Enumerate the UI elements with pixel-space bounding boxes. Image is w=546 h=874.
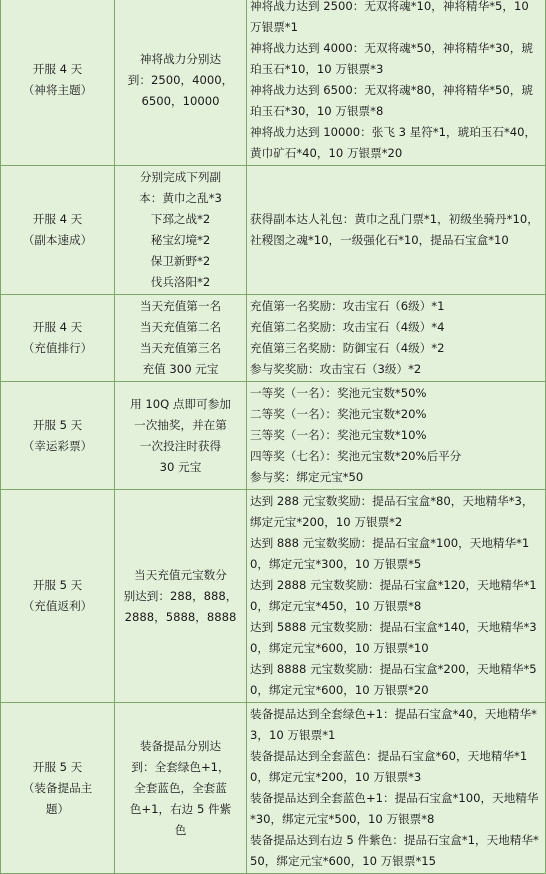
reward-line: 达到 8888 元宝数奖励：提品石宝盒*200，天地精华*50，绑定元宝*600，10 万银票*20 [250,662,537,697]
rewards-cell [247,295,546,382]
event-name-line: 开服 5 天 [32,759,83,774]
condition-cell [115,166,247,295]
reward-line: 充值第三名奖励：防御宝石（4级）*2 [250,341,445,355]
condition-line: 本：黄巾之乱*3 [139,191,222,205]
reward-line: 达到 2888 元宝数奖励：提品石宝盒*120，天地精华*10，绑定元宝*450，10 万银票*8 [250,578,537,613]
table-row [1,382,546,490]
reward-line: 装备提品达到右边 5 件紫色：提品石宝盒*1，天地精华*50，绑定元宝*600，10 万银票*15 [250,833,539,868]
event-name-line: （装备提品主 [22,780,93,795]
condition-line: 下邳之战*2 [150,212,211,226]
condition-line: 分别完成下列副 [139,170,222,184]
reward-line: 装备提品达到全套蓝色+1：提品石宝盒*100，天地精华*30，绑定元宝*500，10 万银票*8 [250,791,539,826]
table-row [1,166,546,295]
condition-line: 2888，5888，8888 [124,609,237,624]
event-name-line: （幸运彩票） [22,438,93,453]
reward-line: 达到 888 元宝数奖励：提品石宝盒*100，天地精华*10，绑定元宝*300，10 万银票*5 [250,536,530,571]
reward-line: 神将战力达到 4000：无双将魂*50，神将精华*30，琥珀玉石*10，10 万银票*3 [250,41,533,76]
condition-line: 伐兵洛阳*2 [150,275,211,289]
condition-line: 6500，10000 [141,93,220,108]
condition-line: 当天充值第三名 [139,341,222,355]
event-name-line: 开服 4 天 [32,320,83,334]
reward-line: 神将战力达到 6500：无双将魂*80，神将精华*50，琥珀玉石*30，10 万银票*8 [250,83,533,118]
reward-line: 达到 288 元宝数奖励：提品石宝盒*80，天地精华*3，绑定元宝*200，10 万银票*2 [250,494,534,529]
table-row [1,490,546,703]
reward-line: 充值第一名奖励：攻击宝石（6级）*1 [250,299,445,313]
condition-cell [115,382,247,490]
condition-cell [115,295,247,382]
event-name-line: 开服 4 天 [32,62,83,76]
condition-line: 一次投注时获得 [139,438,222,453]
event-name-cell [1,166,115,295]
condition-cell [115,0,247,166]
event-name-line: 开服 5 天 [32,578,83,592]
event-name-line: （充值排行） [22,341,93,355]
reward-line: 装备提品达到全套蓝色：提品石宝盒*60，天地精华*10，绑定元宝*200，10 万银票*3 [250,749,528,784]
event-name-cell [1,490,115,703]
rewards-cell [247,490,546,703]
reward-line: 神将战力达到 10000：张飞 3 星符*1，琥珀玉石*40，黄巾矿石*40，10 万银票*20 [250,125,537,160]
event-name-line: 开服 4 天 [32,212,83,226]
event-name-cell [1,0,115,166]
reward-line: 二等奖（一名）：奖池元宝数*20% [250,407,427,421]
event-name-cell [1,703,115,874]
event-name-cell [1,382,115,490]
table-row [1,703,546,874]
reward-line: 四等奖（七名）：奖池元宝数*20%后平分 [250,449,462,463]
reward-line: 参与奖奖励：攻击宝石（3级）*2 [250,362,422,376]
reward-line: 达到 5888 元宝数奖励：提品石宝盒*140，天地精华*30，绑定元宝*600，10 万银票*10 [250,620,537,655]
reward-line: 一等奖（一名）：奖池元宝数*50% [250,386,427,400]
event-name-line: （充值返利） [22,599,93,613]
reward-line: 获得副本达人礼包：黄巾之乱门票*1，初级坐骑丹*10，社稷图之魂*10，一级强化石*10，提品石宝盒*10 [250,212,539,247]
event-name-line: 题） [45,801,70,816]
reward-line: 充值第二名奖励：攻击宝石（4级）*4 [250,320,445,334]
condition-line: 装备提品分别达 [139,738,222,753]
condition-line: 当天充值第二名 [139,320,222,334]
event-name-line: 开服 5 天 [32,417,83,432]
reward-line: 神将战力达到 2500：无双将魂*10，神将精华*5，10 万银票*1 [250,0,529,34]
reward-line: 参与奖：绑定元宝*50 [250,470,364,484]
event-name-line: （神将主题） [22,83,93,97]
table-row [1,0,546,166]
table-row [1,295,546,382]
reward-line: 装备提品达到全套绿色+1：提品石宝盒*40，天地精华*3，10 万银票*1 [250,707,537,742]
condition-line: 一次抽奖，并在第 [134,417,227,432]
condition-line: 到：2500，4000， [127,72,234,87]
rewards-cell [247,703,546,874]
rewards-cell [247,382,546,490]
condition-line: 神将战力分别达 [139,51,222,66]
condition-line: 色 [174,822,187,837]
condition-line: 到：全套绿色+1， [131,759,230,774]
condition-line: 保卫新野*2 [150,254,211,268]
condition-cell [115,703,247,874]
condition-line: 别达到：288，888， [123,588,238,603]
condition-line: 秘宝幻境*2 [150,233,211,247]
condition-line: 30 元宝 [159,459,202,474]
condition-line: 全套蓝色，全套蓝 [134,780,227,795]
condition-cell [115,490,247,703]
condition-line: 充值 300 元宝 [142,362,219,376]
condition-line: 用 10Q 点即可参加 [130,396,231,411]
condition-line: 当天充值元宝数分 [134,567,227,582]
condition-line: 当天充值第一名 [139,299,222,313]
event-name-cell [1,295,115,382]
event-name-line: （副本速成） [22,233,93,247]
condition-line: 色+1，右边 5 件紫 [129,801,232,816]
event-table-body [1,0,546,874]
reward-line: 三等奖（一名）：奖池元宝数*10% [250,428,427,442]
rewards-cell [247,166,546,295]
rewards-cell [247,0,546,166]
